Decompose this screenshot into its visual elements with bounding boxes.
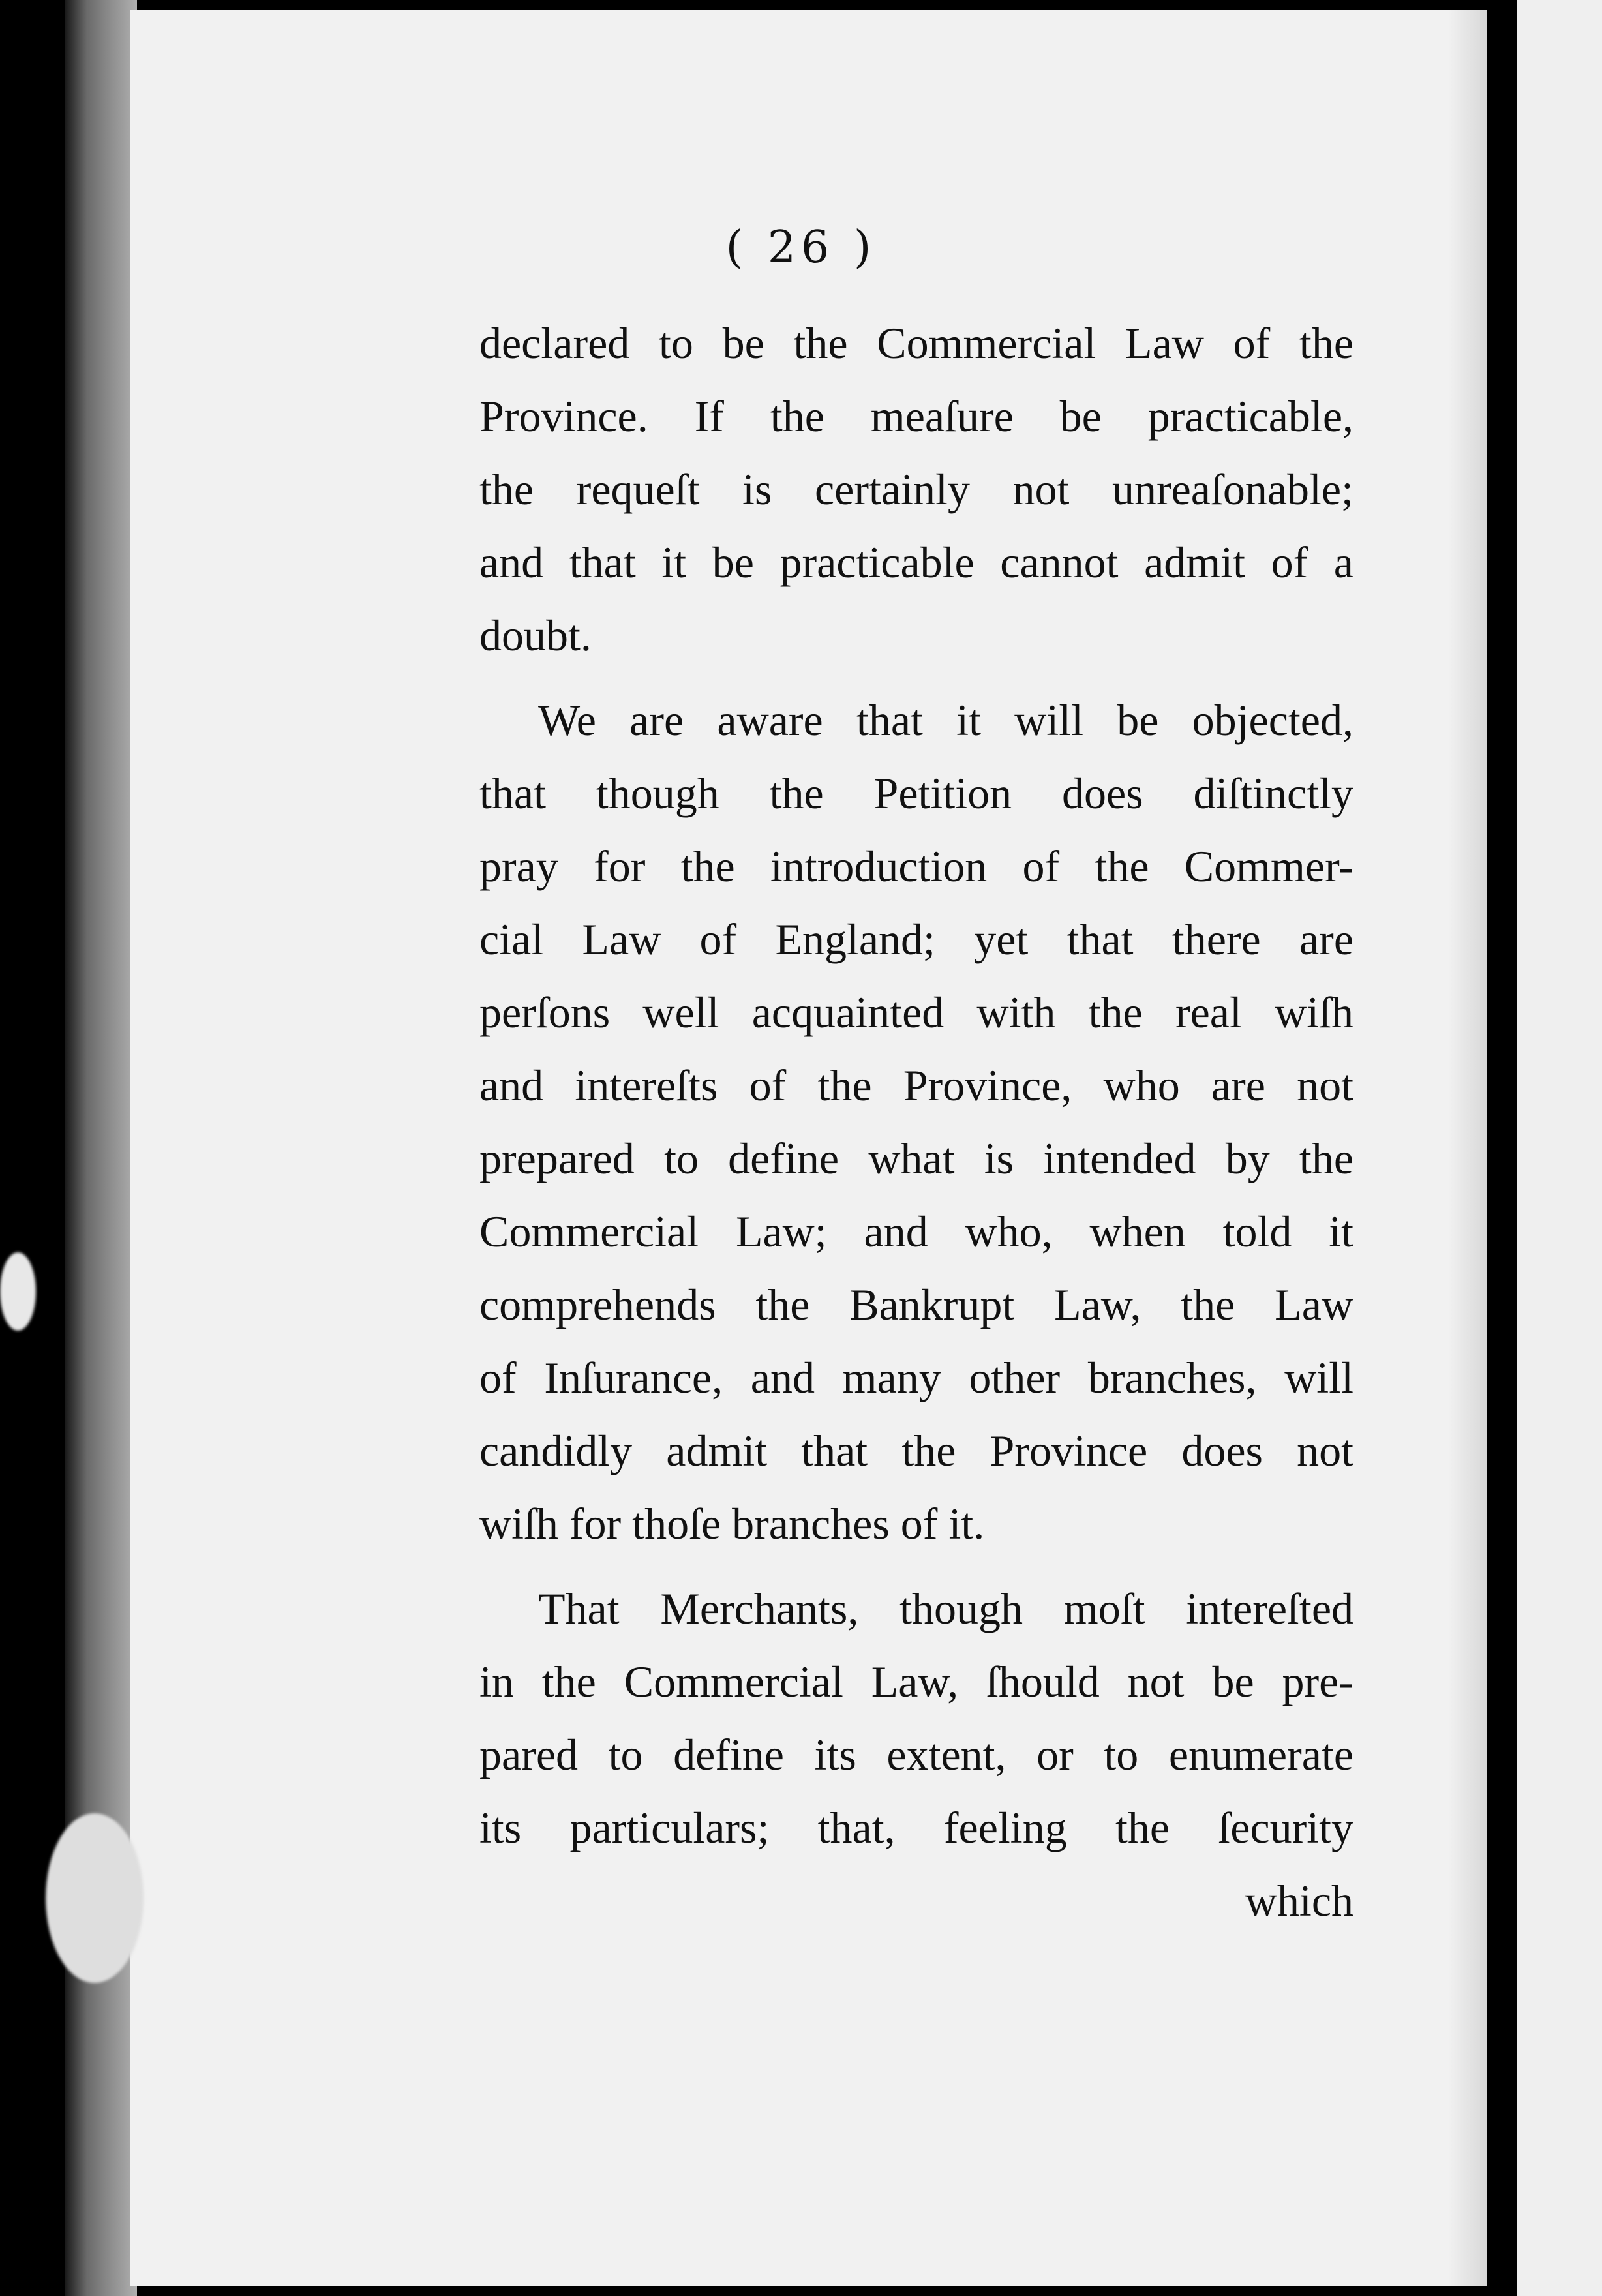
text-line: and that it be practicable cannot admit of a (479, 537, 1353, 587)
text-line: its particulars; that, feeling the ſecurity (479, 1803, 1353, 1852)
text-line: and intereſts of the Province, who are not (479, 1061, 1353, 1110)
text-line: comprehends the Bankrupt Law, the Law (479, 1280, 1353, 1329)
text-line: We are aware that it will be objected, (538, 695, 1353, 745)
paper-damage-spot (46, 1813, 144, 1983)
text-line: pray for the introduction of the Commer- (479, 841, 1353, 891)
body-text (479, 307, 1353, 1937)
text-line: Province. If the meaſure be practicable, (479, 391, 1353, 441)
text-line: cial Law of England; yet that there are (479, 914, 1353, 964)
text-line: declared to be the Commercial Law of the (479, 318, 1353, 368)
paper-damage-spot (0, 1252, 36, 1331)
text-line: doubt. (479, 611, 592, 660)
catchword: which (1245, 1876, 1353, 1926)
text-line: wiſh for thoſe branches of it. (479, 1499, 985, 1548)
text-line: candidly admit that the Province does not (479, 1426, 1353, 1475)
text-line: perſons well acquainted with the real wiſh (479, 988, 1353, 1037)
text-line: of Inſurance, and many other branches, will (479, 1353, 1353, 1402)
facing-page-edge (1517, 0, 1602, 2296)
text-line: prepared to define what is intended by the (479, 1134, 1353, 1183)
text-line: Commercial Law; and who, when told it (479, 1207, 1353, 1256)
text-line: pared to define its extent, or to enumerate (479, 1730, 1353, 1779)
text-line: that though the Petition does diſtinctly (479, 768, 1353, 818)
page-edge-shadow (1448, 10, 1487, 2286)
page-gutter (1487, 0, 1517, 2296)
text-line: in the Commercial Law, ſhould not be pre- (479, 1657, 1353, 1706)
text-line: That Merchants, though moſt intereſted (538, 1584, 1353, 1633)
page-number: ( 26 ) (725, 222, 877, 273)
text-line: the requeſt is certainly not unreaſonable; (479, 464, 1353, 514)
